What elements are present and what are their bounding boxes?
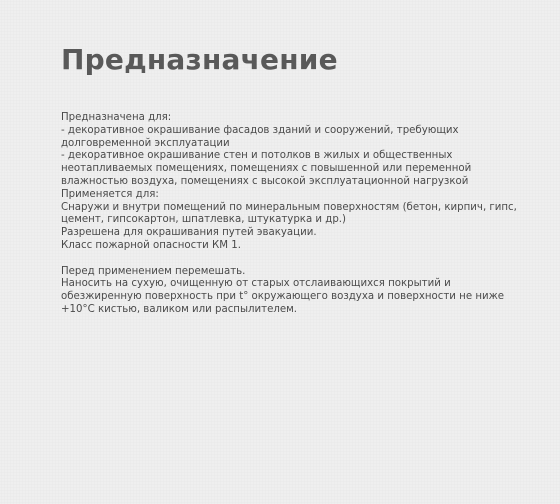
text-line: Наносить на сухую, очищенную от старых отслаивающихся покрытий и xyxy=(61,278,451,290)
text-line: - декоративное окрашивание фасадов зданий и сооружений, требующих xyxy=(61,124,459,136)
text-line: +10°C кистью, валиком или распылителем. xyxy=(61,303,298,315)
text-line: Класс пожарной опасности КМ 1. xyxy=(61,239,241,251)
text-line: влажностью воздуха, помещениях с высокой эксплуатационной нагрузкой xyxy=(61,175,469,187)
text-line: обезжиренную поверхность при t° окружающего воздуха и поверхности не ниже xyxy=(61,291,505,303)
text-line: долговременной эксплуатации xyxy=(61,137,230,149)
text-line: Перед применением перемешать. xyxy=(61,265,246,277)
text-line: Предназначена для: xyxy=(61,112,172,123)
text-line: Снаружи и внутри помещений по минеральным поверхностям (бетон, кирпич, гипс, xyxy=(61,201,517,213)
text-line: - декоративное окрашивание стен и потолков в жилых и общественных xyxy=(61,150,453,162)
text-line: Применяется для: xyxy=(61,188,159,200)
paragraph-gap xyxy=(61,253,520,266)
text-line: цемент, гипсокартон, шпатлевка, штукатурка и др.) xyxy=(61,214,347,226)
text-line: Разрешена для окрашивания путей эвакуации. xyxy=(61,227,317,239)
description-text xyxy=(61,112,520,317)
page-title: Предназначение xyxy=(61,43,338,76)
text-line: неотапливаемых помещениях, помещениях с повышенной или переменной xyxy=(61,163,472,175)
